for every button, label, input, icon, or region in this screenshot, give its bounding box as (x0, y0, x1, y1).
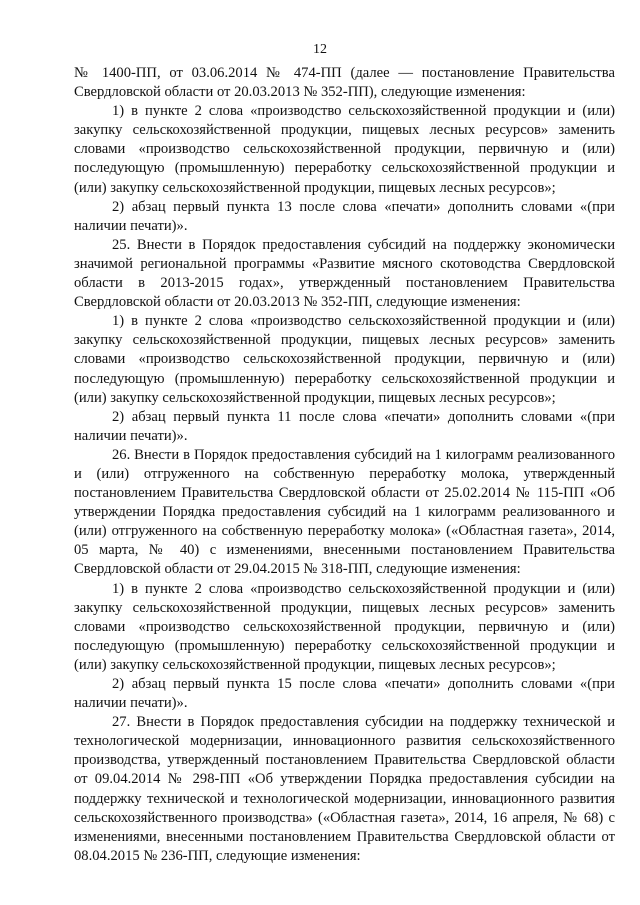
paragraph-item-25-2: 2) абзац первый пункта 11 после слова «печати» дополнить словами «(при наличии печати)». (74, 408, 615, 444)
paragraph-item-25-1: 1) в пункте 2 слова «производство сельскохозяйственной продукции и (или) закупку сельскохозяйственной продукции, пищевых лесных ресурсов» заменить словами «производство сельскохозяйственной продукции, первичную и (или) последующую (промышленную) переработку сельскохозяйственной продукции и (или) закупку сельскохозяйственной продукции, пищевых лесных ресурсов»; (74, 313, 615, 406)
paragraph-section-25: 25. Внести в Порядок предоставления субсидий на поддержку экономически значимой региональной программы «Развитие мясного скотоводства Свердловской области в 2013-2015 годах», утвержденный постановлением Правительства Свердловской области от 20.03.2013 № 352-ПП, следующие изменения: (74, 236, 615, 311)
paragraph-section-26: 26. Внести в Порядок предоставления субсидий на 1 килограмм реализованного и (или) отгруженного на собственную переработку молока, утвержденный постановлением Правительства Свердловской области от 25.02.2014 № 115-ПП «Об утверждении Порядка предоставления субсидий на 1 килограмм реализованного и (или) отгруженного на собственную переработку молока» («Областная газета», 2014, 05 марта, № 40) с изменениями, внесенными постановлением Правительства Свердловской области от 29.04.2015 № 318-ПП, следующие изменения: (74, 446, 615, 578)
paragraph-continuation: № 1400-ПП, от 03.06.2014 № 474-ПП (далее — постановление Правительства Свердловской области от 20.03.2013 № 352-ПП), следующие изменения: (74, 65, 615, 101)
paragraph-item-26-2: 2) абзац первый пункта 15 после слова «печати» дополнить словами «(при наличии печати)». (74, 676, 615, 712)
page-number: 12 (313, 42, 327, 57)
document-body (74, 64, 615, 866)
paragraph-item-26-1: 1) в пункте 2 слова «производство сельскохозяйственной продукции и (или) закупку сельскохозяйственной продукции, пищевых лесных ресурсов» заменить словами «производство сельскохозяйственной продукции, первичную и (или) последующую (промышленную) переработку сельскохозяйственной продукции и (или) закупку сельскохозяйственной продукции, пищевых лесных ресурсов»; (74, 580, 615, 673)
paragraph-section-27: 27. Внести в Порядок предоставления субсидии на поддержку технической и технологической модернизации, инновационного развития сельскохозяйственного производства, утвержденный постановлением Правительства Свердловской области от 09.04.2014 № 298-ПП «Об утверждении Порядка предоставления субсидии на поддержку технической и технологической модернизации, инновационного развития сельскохозяйственного производства» («Областная газета», 2014, 16 апреля, № 68) с изменениями, внесенными постановлением Правительства Свердловской области от 08.04.2015 № 236-ПП, следующие изменения: (74, 714, 615, 864)
paragraph-item-24-2: 2) абзац первый пункта 13 после слова «печати» дополнить словами «(при наличии печати)». (74, 198, 615, 234)
paragraph-item-24-1: 1) в пункте 2 слова «производство сельскохозяйственной продукции и (или) закупку сельскохозяйственной продукции, пищевых лесных ресурсов» заменить словами «производство сельскохозяйственной продукции, первичную и (или) последующую (промышленную) переработку сельскохозяйственной продукции и (или) закупку сельскохозяйственной продукции, пищевых лесных ресурсов»; (74, 103, 615, 196)
